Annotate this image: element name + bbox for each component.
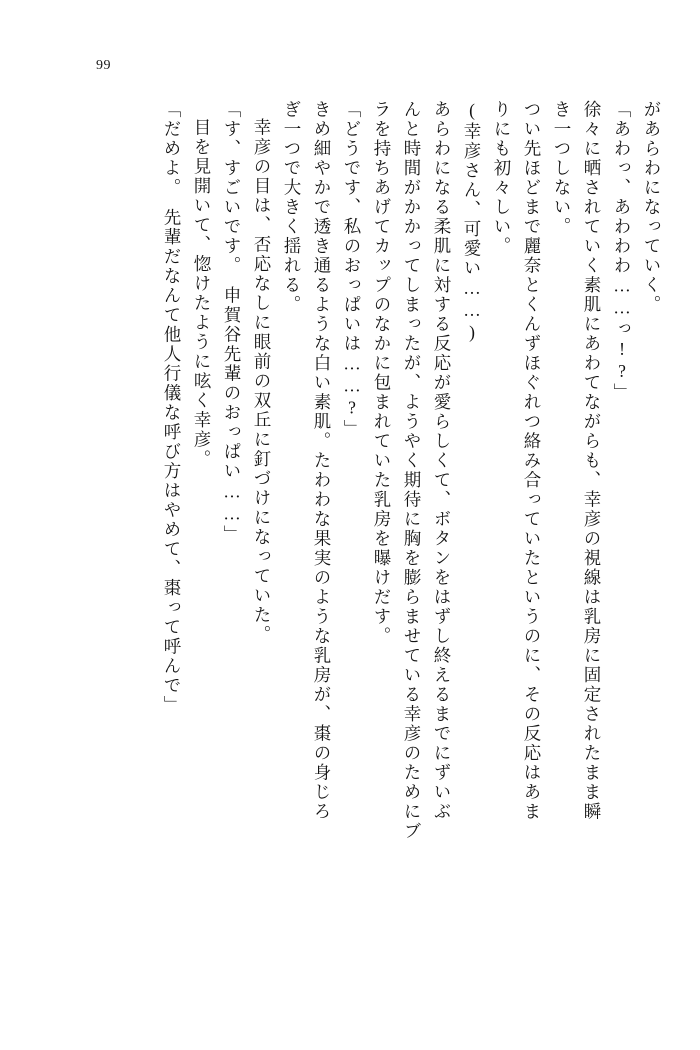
text-line: あらわになる柔肌に対する反応が愛らしくて、ボタンをはずし終えるまでにずいぶ [432, 100, 452, 822]
text-line: んと時間がかかってしまったが、ようやく期待に胸を膨らませている幸彦のためにブ [402, 100, 422, 841]
text-line: つい先ほどまで麗奈とくんずほぐれつ絡み合っていたというのに、その反応はあま [522, 100, 542, 822]
text-line: りにも初々しい。 [492, 100, 512, 256]
text-line: ぎ一つで大きく揺れる。 [282, 100, 302, 315]
text-line: (幸彦さん、可愛い……) [462, 100, 482, 344]
text-line: があらわになっていく。 [642, 100, 662, 315]
text-line: き一つしない。 [552, 100, 572, 237]
page-number: 99 [96, 58, 111, 73]
text-line: 目を見開いて、惚けたように呟く幸彦。 [192, 118, 212, 469]
text-line: 「あわっ、あわわわ……っ!?」 [612, 100, 632, 403]
text-line: 「だめよ。 先輩だなんて他人行儀な呼び方はやめて、棗って呼んで」 [162, 100, 182, 716]
text-line: きめ細やかで透き通るような白い素肌。たわわな果実のような乳房が、棗の身じろ [312, 100, 332, 822]
vertical-text-body [60, 100, 660, 930]
text-line: 徐々に晒されていく素肌にあわてながらも、幸彦の視線は乳房に固定されたまま瞬 [582, 100, 602, 822]
text-line: ラを持ちあげてカップのなかに包まれていた乳房を曝けだす。 [372, 100, 392, 646]
text-line: 「す、すごいです。 申賀谷先輩のおっぱい……」 [222, 100, 242, 545]
text-line: 幸彦の目は、否応なしに眼前の双丘に釘づけになっていた。 [252, 118, 272, 645]
text-line: 「どうです、私のおっぱいは……?」 [342, 100, 362, 439]
